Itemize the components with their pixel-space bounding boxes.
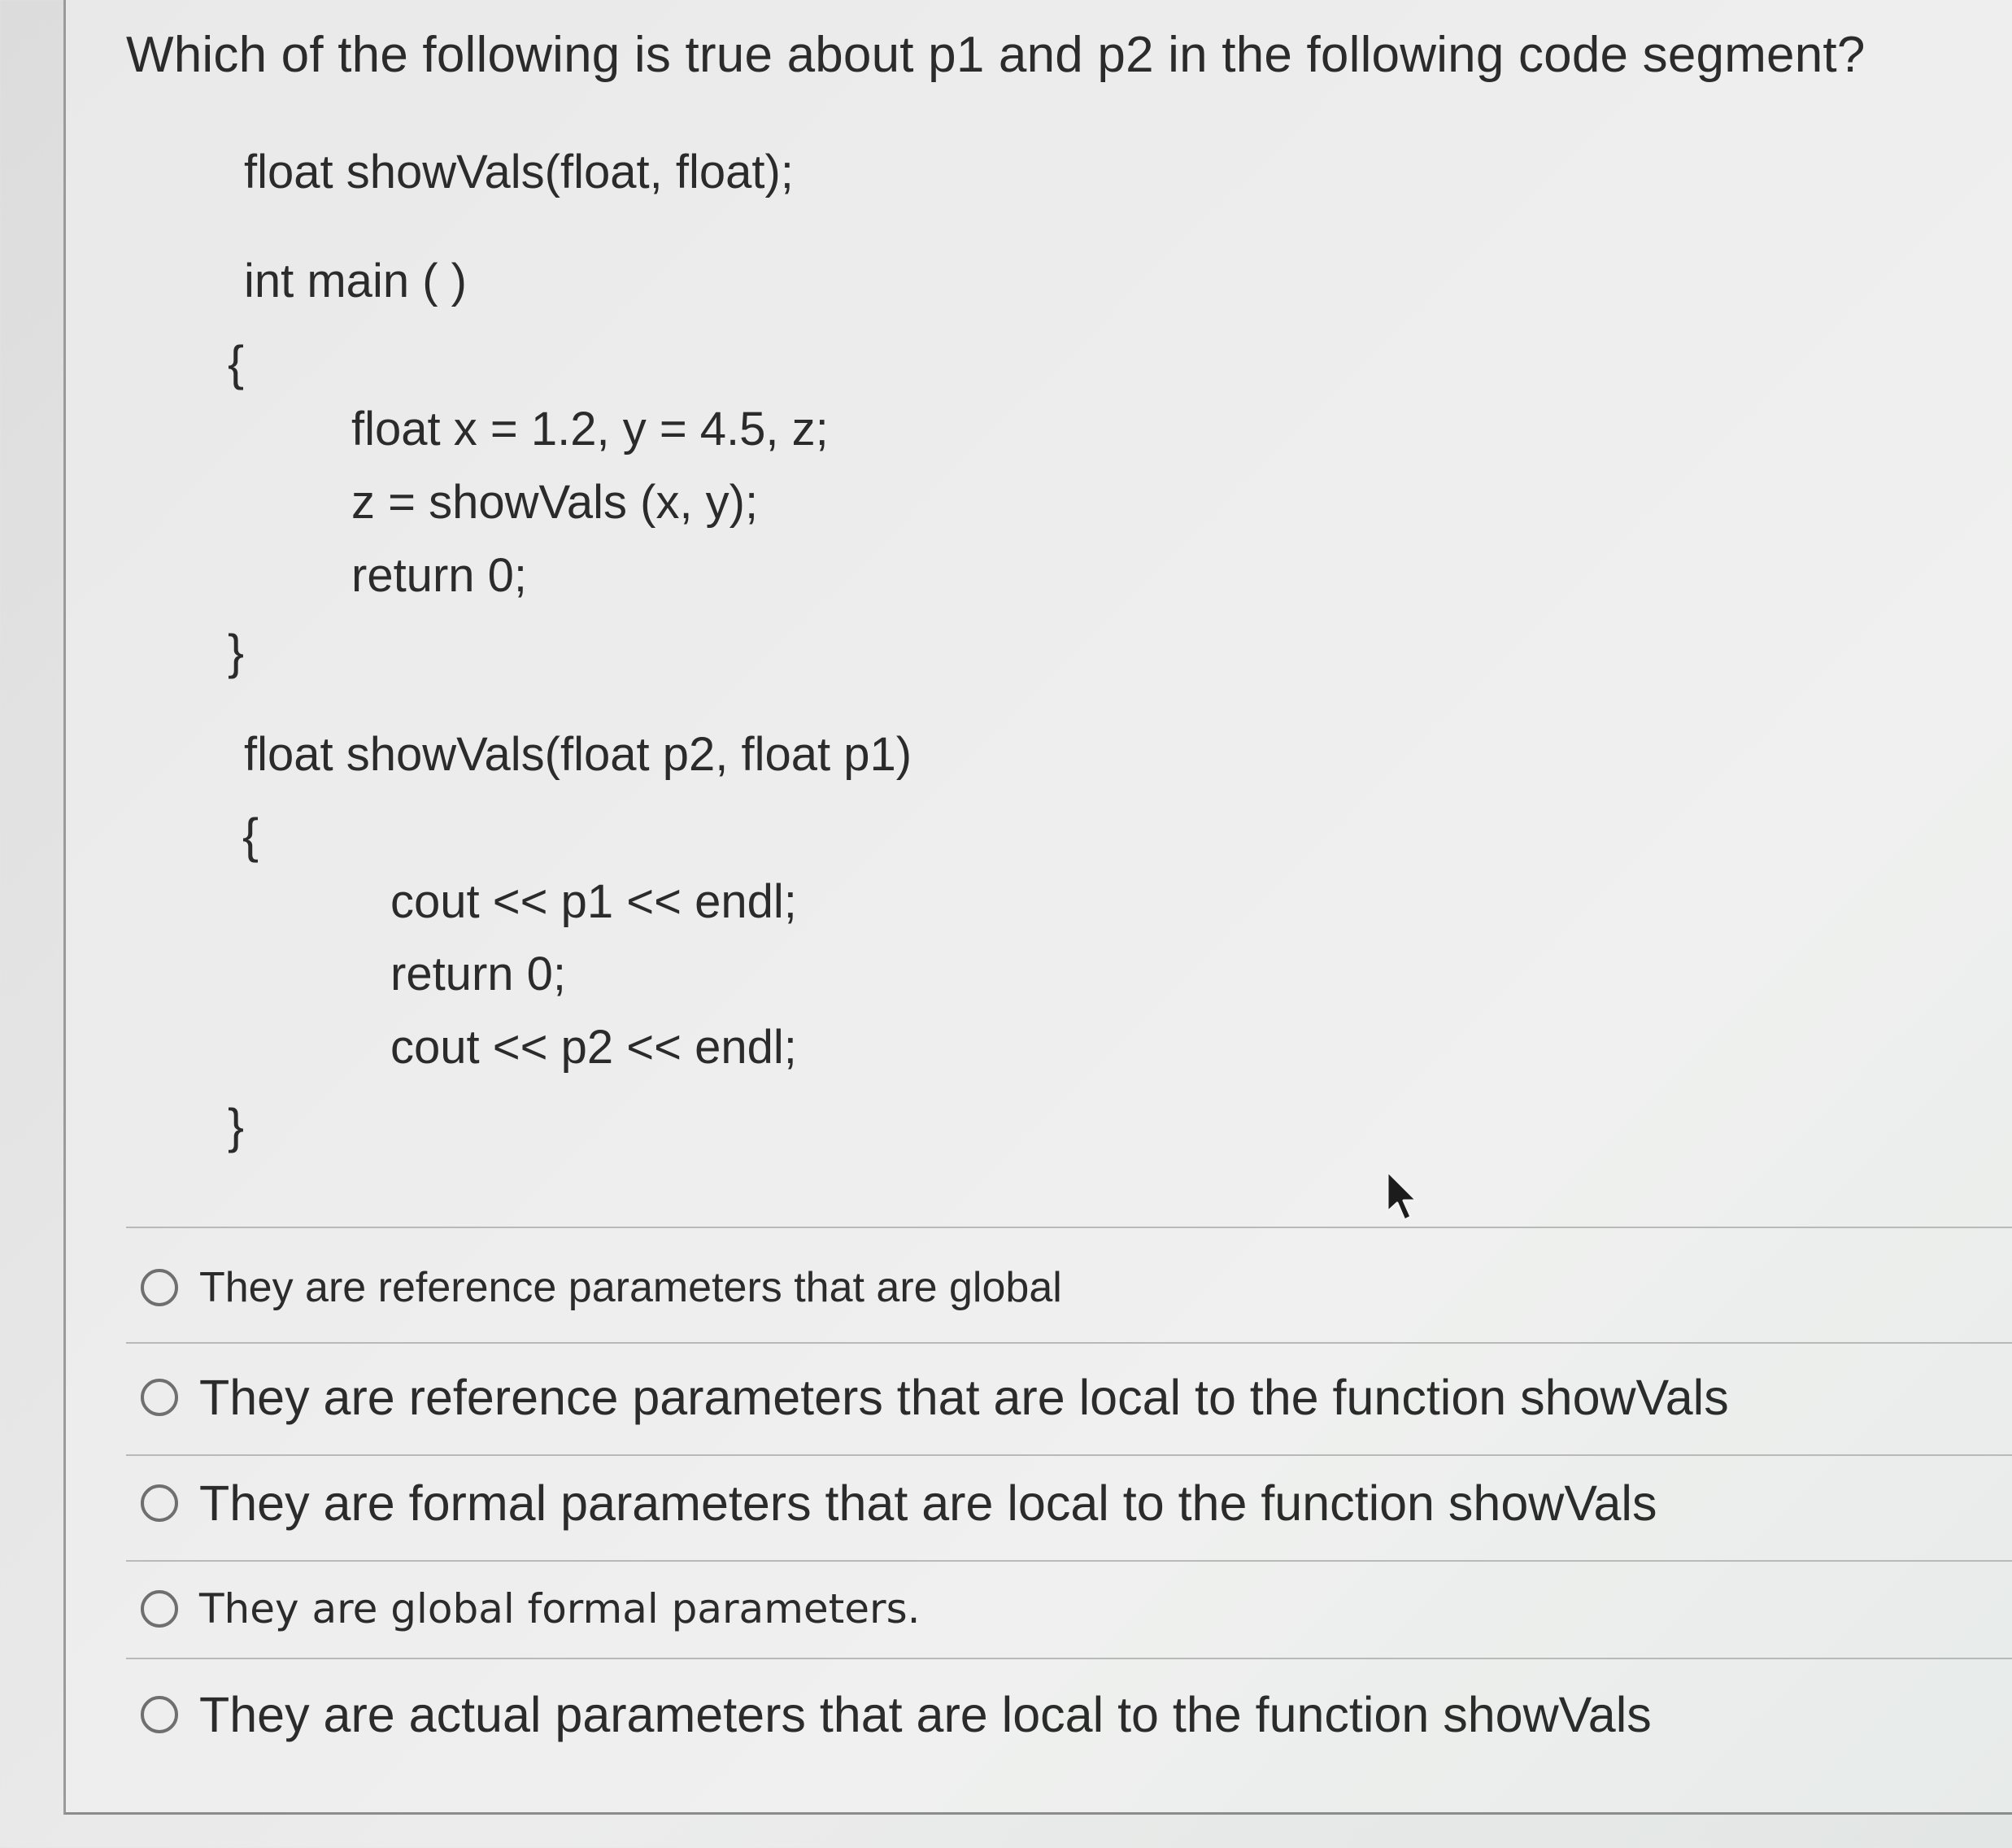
option-label: They are reference parameters that are local to the function showVals (199, 1370, 1729, 1425)
code-func-line-2: return 0; (390, 948, 566, 1000)
option-5[interactable] (126, 1674, 2012, 1755)
code-main-open-brace: { (228, 336, 245, 390)
divider (126, 1560, 2012, 1562)
radio-button[interactable] (141, 1696, 178, 1733)
code-func-close-brace: } (228, 1099, 245, 1153)
option-2[interactable] (126, 1357, 2012, 1438)
code-func-signature: float showVals(float p2, float p1) (244, 728, 912, 781)
divider (126, 1454, 2012, 1456)
radio-button[interactable] (141, 1269, 178, 1306)
option-3[interactable] (126, 1462, 2012, 1544)
code-func-line-3: cout << p2 << endl; (390, 1021, 797, 1074)
option-label: They are global formal parameters. (199, 1585, 921, 1632)
divider (126, 1658, 2012, 1659)
option-1[interactable] (126, 1247, 2012, 1328)
mouse-pointer-icon (1384, 1170, 1423, 1227)
code-main-close-brace: } (228, 625, 245, 679)
code-func-open-brace: { (242, 808, 259, 863)
radio-button[interactable] (141, 1379, 178, 1416)
radio-button[interactable] (141, 1484, 178, 1522)
radio-button[interactable] (141, 1590, 178, 1628)
code-main-line-2: z = showVals (x, y); (351, 476, 759, 529)
option-4[interactable] (126, 1568, 2012, 1650)
option-label: They are reference parameters that are global (199, 1264, 1062, 1311)
code-func-line-1: cout << p1 << endl; (390, 875, 797, 928)
option-label: They are actual parameters that are local to the function showVals (199, 1687, 1652, 1742)
code-main-line-3: return 0; (351, 549, 527, 602)
code-main-line-1: float x = 1.2, y = 4.5, z; (351, 403, 829, 455)
question-text: Which of the following is true about p1 and p2 in the following code segment? (126, 27, 1866, 83)
divider (126, 1227, 2012, 1228)
option-label: They are formal parameters that are local to the function showVals (199, 1475, 1657, 1531)
divider (126, 1342, 2012, 1344)
code-main-signature: int main ( ) (244, 255, 467, 307)
code-prototype: float showVals(float, float); (244, 146, 794, 198)
